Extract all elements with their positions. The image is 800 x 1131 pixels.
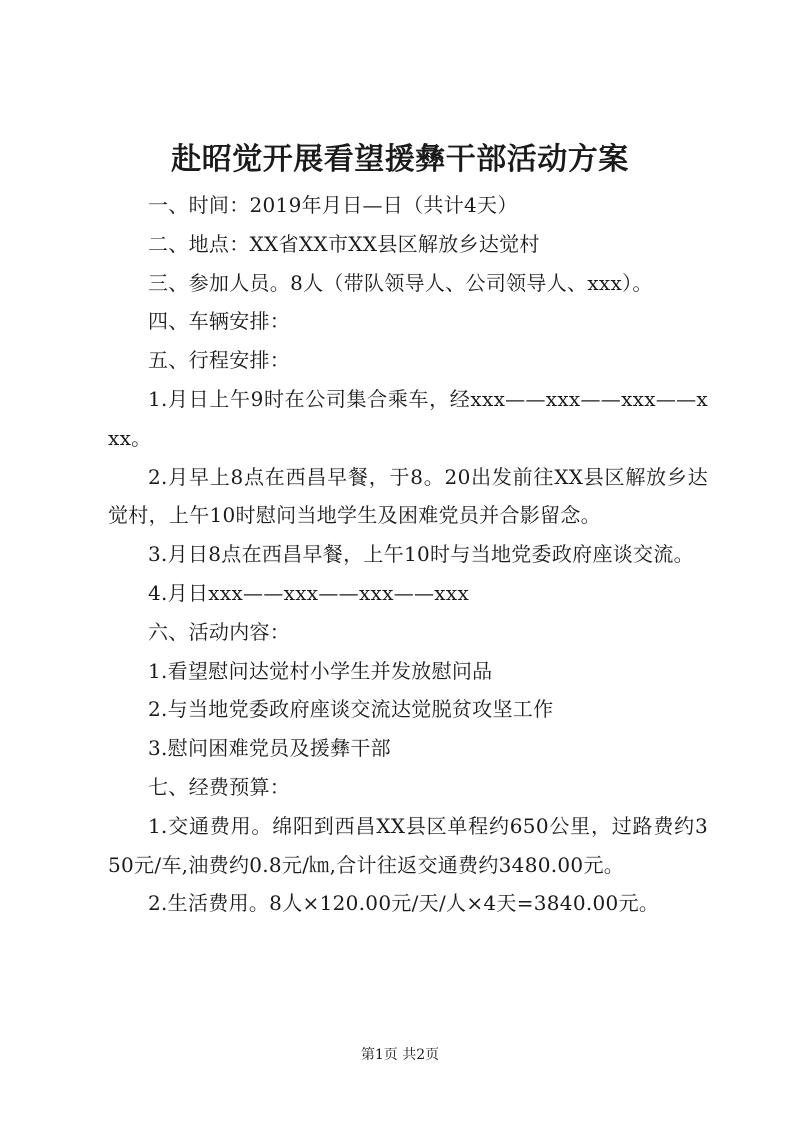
paragraph-budget-1: 1.交通费用。绵阳到西昌XX县区单程约650公里，过路费约350元/车,油费约0.8元/㎞,合计往返交通费约3480.00元。 [108,813,708,877]
paragraph-itinerary-4: 4.月日xxx——xxx——xxx——xxx [148,580,470,605]
paragraph-vehicles: 四、车辆安排： [148,309,291,334]
paragraph-budget-heading: 七、经费预算： [148,774,291,799]
paragraph-activity-2: 2.与当地党委政府座谈交流达觉脱贫攻坚工作 [148,697,554,722]
paragraph-budget-2: 2.生活费用。8人×120.00元/天/人×4天=3840.00元。 [148,891,660,916]
paragraph-itinerary-heading: 五、行程安排： [148,348,291,373]
paragraph-time: 一、时间：2019年月日—日（共计4天） [148,193,518,217]
paragraph-activity-3: 3.慰问困难党员及援彝干部 [148,736,391,761]
paragraph-itinerary-1: 1.月日上午9时在公司集合乘车，经xxx——xxx——xxx——xxx。 [108,386,708,450]
paragraph-participants: 三、参加人员。8人（带队领导人、公司领导人、xxx）。 [148,270,653,295]
paragraph-itinerary-2: 2.月早上8点在西昌早餐，于8。20出发前往XX县区解放乡达觉村，上午10时慰问当地学生及困难党员并合影留念。 [108,464,708,528]
paragraph-location: 二、地点：XX省XX市XX县区解放乡达觉村 [148,231,540,256]
page-number-footer: 第1页 共2页 [360,1047,440,1063]
paragraph-itinerary-3: 3.月日8点在西昌早餐，上午10时与当地党委政府座谈交流。 [148,542,694,567]
paragraph-activity-1: 1.看望慰问达觉村小学生并发放慰问品 [148,658,493,683]
document-title: 赴昭觉开展看望援彝干部活动方案 [171,142,629,177]
paragraph-activities-heading: 六、活动内容： [148,619,291,644]
document-body [108,186,708,923]
